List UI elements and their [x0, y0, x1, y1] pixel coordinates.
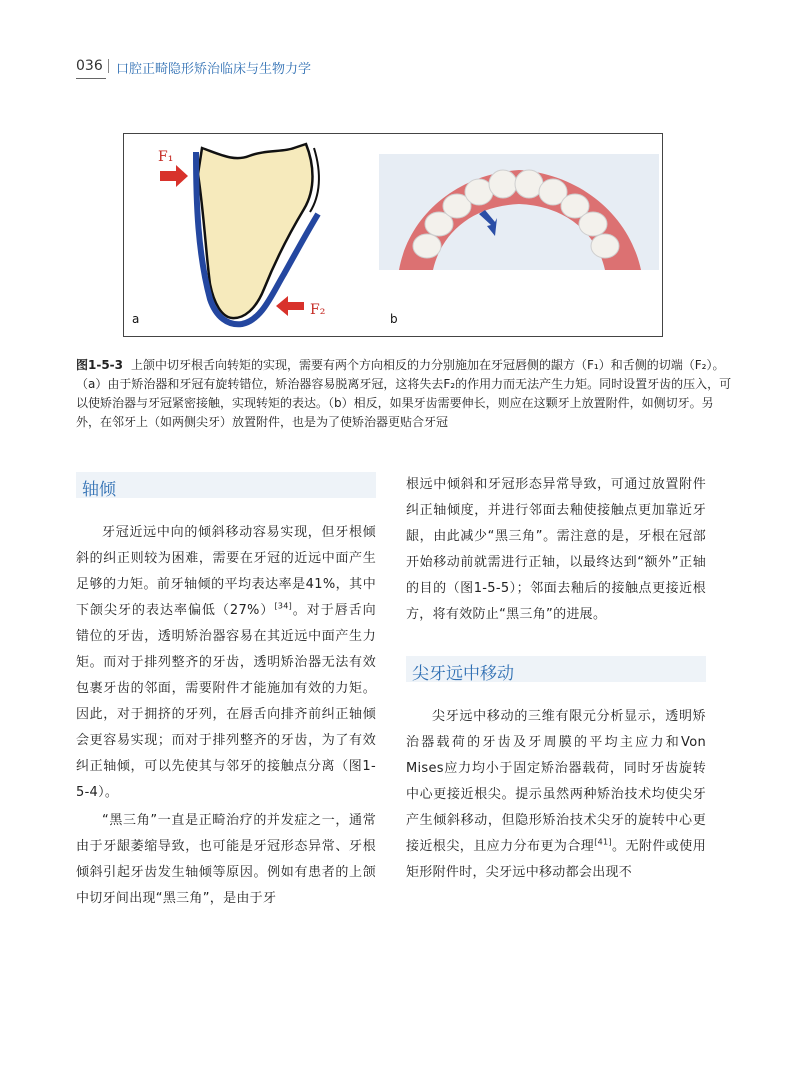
running-title: 口腔正畸隐形矫治临床与生物力学	[116, 62, 312, 77]
force-label-f1: F₁	[158, 149, 174, 165]
paragraph-text: “黑三角”一直是正畸治疗的并发症之一，通常由于牙龈萎缩导致，也可能是牙冠形态异常、牙根倾斜引起牙齿发生轴倾等原因。例如有患者的上颌中切牙间出现“黑三角”，是由于牙	[76, 813, 376, 906]
paragraph	[76, 520, 376, 806]
force-label-f2: F₂	[310, 302, 326, 318]
header-rule	[76, 78, 106, 79]
paragraph-text: 牙冠近远中向的倾斜移动容易实现，但牙根倾斜的纠正则较为困难，需要在牙冠的近远中面产生足够的力矩。前牙轴倾的平均表达率是41%，其中下颌尖牙的表达率偏低（27%）	[76, 525, 376, 618]
panel-b-label: b	[390, 312, 398, 326]
paragraph	[76, 808, 376, 912]
citation: [34]	[274, 601, 293, 611]
force-arrow-f1-icon	[160, 165, 188, 187]
tooth	[489, 170, 517, 198]
paragraph	[406, 472, 706, 628]
left-column	[76, 472, 376, 912]
page-header	[76, 56, 736, 78]
blue-arrow-icon	[479, 210, 497, 236]
paragraph-text: 。无附件或使用矩形附件时，尖牙远中移动都会出现不	[406, 839, 706, 880]
tooth	[413, 234, 441, 258]
section-title: 尖牙远中移动	[412, 664, 514, 684]
figure-caption	[76, 356, 736, 432]
force-arrow-f2-icon	[276, 296, 304, 316]
tooth-torque-diagram	[124, 134, 372, 336]
figure-1-5-3	[123, 133, 663, 337]
section-heading-axial-inclination	[76, 472, 376, 498]
dental-arch-render	[379, 154, 659, 270]
figure-number: 图1-5-3	[76, 358, 124, 372]
section-title: 轴倾	[82, 480, 116, 500]
tooth-crown-shape	[198, 144, 313, 318]
paragraph	[406, 704, 706, 886]
tooth	[591, 234, 619, 258]
panel-b-arch-image	[379, 154, 659, 270]
right-column	[406, 472, 706, 886]
paragraph-text: 尖牙远中移动的三维有限元分析显示，透明矫治器载荷的牙齿及牙周膜的平均主应力和Von Mises应力均小于固定矫治器载荷，同时牙齿旋转中心更接近根尖。提示虽然两种矫治技术均使尖牙产生倾斜移动，但隐形矫治技术尖牙的旋转中心更接近根尖，且应力分布更为合理	[406, 709, 706, 854]
panel-a-label: a	[132, 312, 140, 326]
caption-text: 上颌中切牙根舌向转矩的实现，需要有两个方向相反的力分别施加在牙冠唇侧的龈方（F₁）和舌侧的切端（F₂）。（a）由于矫治器和牙冠有旋转错位，矫治器容易脱离牙冠，这将失去F₂的作用力而无法产生力矩。同时设置牙齿的压入，可以使矫治器与牙冠紧密接触，实现转矩的表达。（b）相反，如果牙齿需要伸长，则应在这颗牙上放置附件，如侧切牙。另外，在邻牙上（如两侧尖牙）放置附件，也是为了使矫治器更贴合牙冠	[76, 358, 732, 429]
paragraph-text: 根远中倾斜和牙冠形态异常导致，可通过放置附件纠正轴倾度，并进行邻面去釉使接触点更加靠近牙龈，由此减少“黑三角”。需注意的是，牙根在冠部开始移动前就需进行正轴，以最终达到“额外”正轴的目的（图1-5-5）；邻面去釉后的接触点更接近根方，将有效防止“黑三角”的进展。	[406, 477, 706, 622]
page-number: 036	[76, 58, 103, 74]
tooth	[579, 212, 607, 236]
citation: [41]	[594, 837, 612, 847]
section-heading-canine-distalization	[406, 656, 706, 682]
teeth-row	[413, 170, 619, 258]
paragraph-text: 。对于唇舌向错位的牙齿，透明矫治器容易在其近远中面产生力矩。而对于排列整齐的牙齿，透明矫治器无法有效包裹牙齿的邻面，需要附件才能施加有效的力矩。因此，对于拥挤的牙列，在唇舌向排齐前纠正轴倾会更容易实现；而对于排列整齐的牙齿，为了有效纠正轴倾，可以先使其与邻牙的接触点分离（图1-5-4）。	[76, 603, 376, 800]
panel-a-tooth-diagram	[124, 134, 372, 336]
header-separator	[108, 59, 109, 73]
